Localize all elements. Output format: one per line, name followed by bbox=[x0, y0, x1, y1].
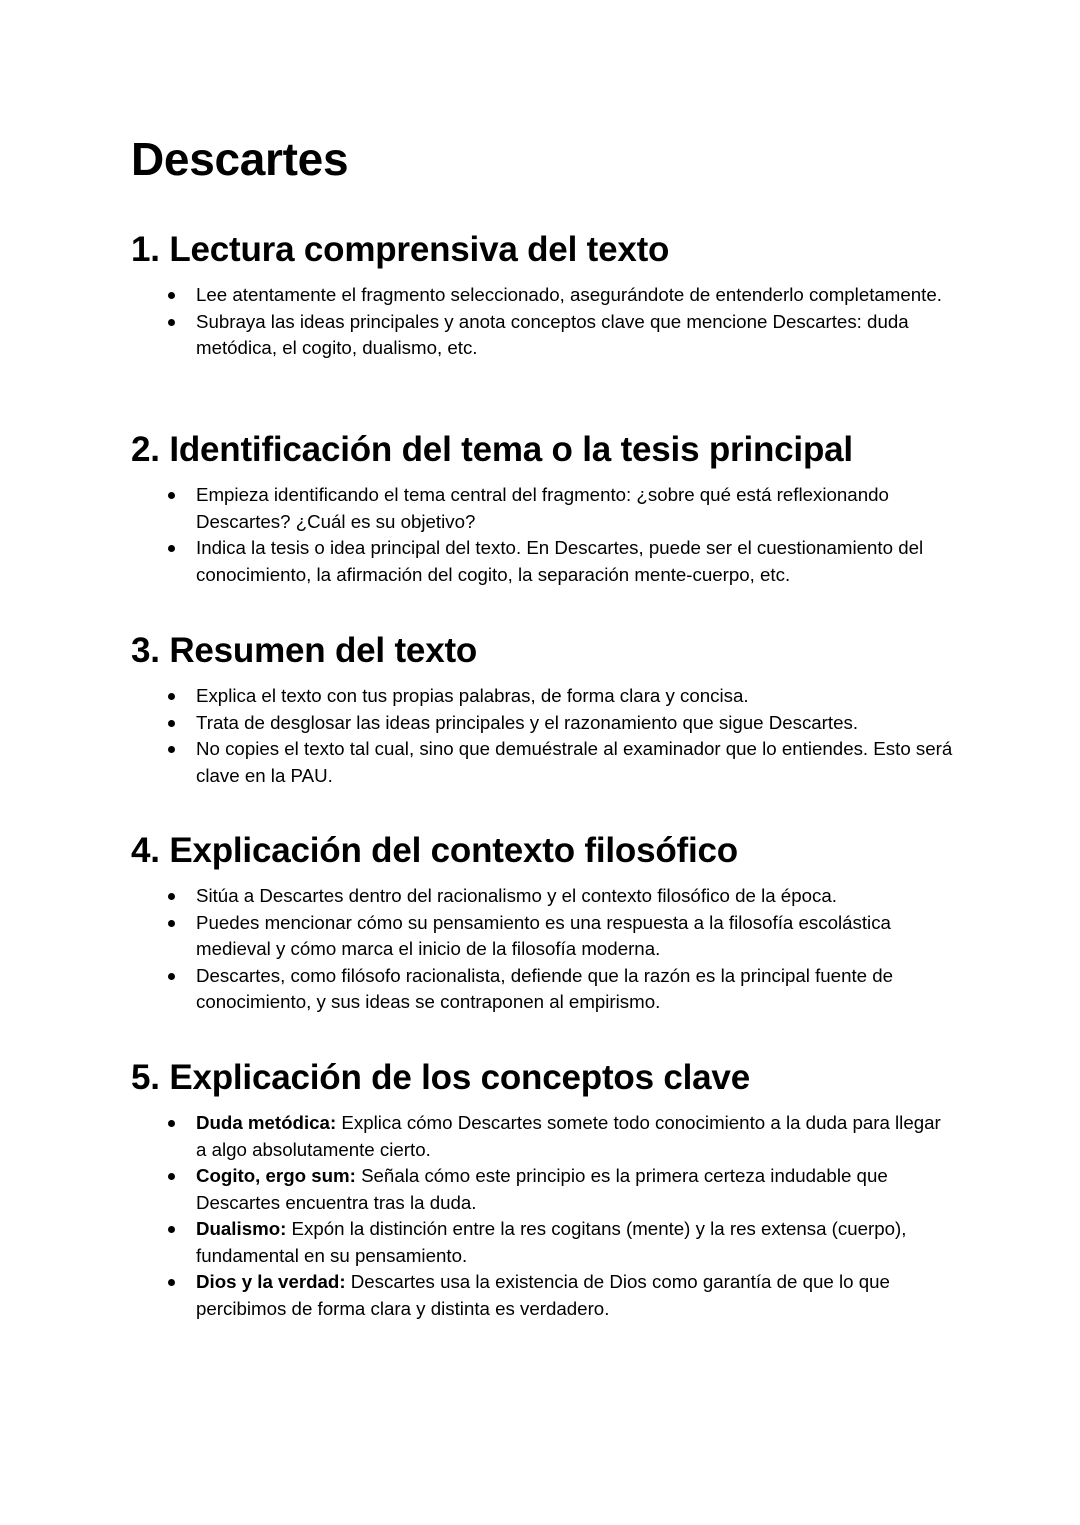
bullet-list bbox=[131, 683, 951, 789]
bullet-icon bbox=[168, 720, 175, 727]
list-item: Empieza identificando el tema central del fragmento: ¿sobre qué está reflexionando Descartes? ¿Cuál es su objetivo? bbox=[131, 482, 956, 535]
section-2 bbox=[131, 428, 951, 588]
bullet-icon bbox=[168, 1226, 175, 1233]
section-3 bbox=[131, 629, 951, 789]
section-1 bbox=[131, 228, 951, 362]
list-item: Lee atentamente el fragmento seleccionado, asegurándote de entenderlo completamente. bbox=[131, 282, 956, 309]
list-item: Puedes mencionar cómo su pensamiento es una respuesta a la filosofía escolástica medieval y cómo marca el inicio de la filosofía moderna. bbox=[131, 910, 956, 963]
list-item: Trata de desglosar las ideas principales y el razonamiento que sigue Descartes. bbox=[131, 710, 956, 737]
bullet-icon bbox=[168, 746, 175, 753]
term-label: Dios y la verdad: bbox=[196, 1271, 346, 1292]
section-heading: 5. Explicación de los conceptos clave bbox=[131, 1058, 750, 1097]
list-item: Sitúa a Descartes dentro del racionalismo y el contexto filosófico de la época. bbox=[131, 883, 956, 910]
section-5 bbox=[131, 1056, 951, 1322]
list-item: Dualismo: Expón la distinción entre la res cogitans (mente) y la res extensa (cuerpo), fundamental en su pensamiento. bbox=[131, 1216, 956, 1269]
list-item: Dios y la verdad: Descartes usa la existencia de Dios como garantía de que lo que percibimos de forma clara y distinta es verdadero. bbox=[131, 1269, 956, 1322]
bullet-icon bbox=[168, 292, 175, 299]
bullet-icon bbox=[168, 973, 175, 980]
bullet-icon bbox=[168, 920, 175, 927]
bullet-icon bbox=[168, 1120, 175, 1127]
list-item: Subraya las ideas principales y anota conceptos clave que mencione Descartes: duda metódica, el cogito, dualismo, etc. bbox=[131, 309, 956, 362]
section-heading: 1. Lectura comprensiva del texto bbox=[131, 230, 670, 269]
section-4 bbox=[131, 829, 951, 1016]
term-label: Cogito, ergo sum: bbox=[196, 1165, 356, 1186]
bullet-icon bbox=[168, 1173, 175, 1180]
bullet-list bbox=[131, 1110, 951, 1322]
bullet-icon bbox=[168, 893, 175, 900]
list-item: Duda metódica: Explica cómo Descartes somete todo conocimiento a la duda para llegar a algo absolutamente cierto. bbox=[131, 1110, 956, 1163]
term-label: Duda metódica: bbox=[196, 1112, 337, 1133]
list-item: Explica el texto con tus propias palabras, de forma clara y concisa. bbox=[131, 683, 956, 710]
term-label: Dualismo: bbox=[196, 1218, 287, 1239]
section-heading: 2. Identificación del tema o la tesis principal bbox=[131, 430, 853, 469]
bullet-list bbox=[131, 282, 951, 362]
bullet-list bbox=[131, 482, 951, 588]
bullet-icon bbox=[168, 545, 175, 552]
section-heading: 3. Resumen del texto bbox=[131, 631, 478, 670]
document-title: Descartes bbox=[131, 133, 349, 185]
list-item: Indica la tesis o idea principal del texto. En Descartes, puede ser el cuestionamiento del conocimiento, la afirmación del cogito, la separación mente-cuerpo, etc. bbox=[131, 535, 956, 588]
bullet-icon bbox=[168, 1279, 175, 1286]
bullet-icon bbox=[168, 319, 175, 326]
bullet-icon bbox=[168, 492, 175, 499]
list-item: Descartes, como filósofo racionalista, defiende que la razón es la principal fuente de conocimiento, y sus ideas se contraponen al empirismo. bbox=[131, 963, 956, 1016]
bullet-icon bbox=[168, 693, 175, 700]
list-item: Cogito, ergo sum: Señala cómo este principio es la primera certeza indudable que Descartes encuentra tras la duda. bbox=[131, 1163, 956, 1216]
section-heading: 4. Explicación del contexto filosófico bbox=[131, 831, 738, 870]
bullet-list bbox=[131, 883, 951, 1016]
list-item: No copies el texto tal cual, sino que demuéstrale al examinador que lo entiendes. Esto será clave en la PAU. bbox=[131, 736, 956, 789]
